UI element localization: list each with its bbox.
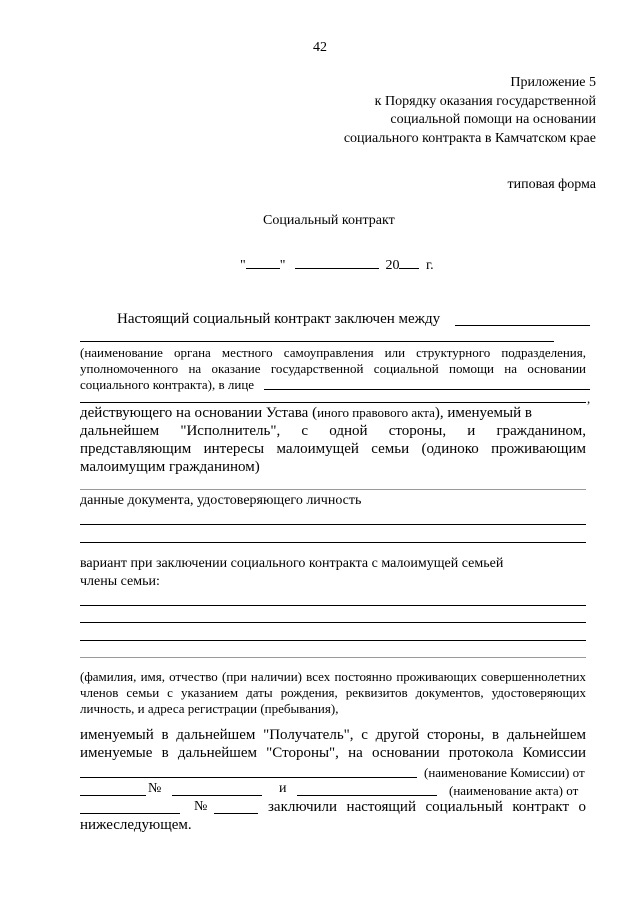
appendix-line: к Порядку оказания государственной: [374, 93, 596, 109]
acting-text: действующего на основании Устава (: [80, 405, 318, 421]
acting-small-text: иного правового акта: [317, 405, 435, 420]
members-note-line: личность, и адреса регистрации (пребывания),: [80, 701, 339, 716]
members-note-line: (фамилия, имя, отчество (при наличии) всех постоянно проживающих совершеннолетних: [80, 669, 586, 684]
family-member-blank[interactable]: [80, 657, 586, 658]
number-sign: №: [148, 781, 162, 796]
quote-mark: ": [279, 258, 286, 273]
org-blank[interactable]: [80, 341, 554, 342]
acting-line: малоимущим гражданином): [80, 459, 260, 475]
act-name-blank[interactable]: [297, 795, 437, 796]
representative-blank[interactable]: [264, 389, 590, 390]
org-note-line: уполномоченного на оказание государственной социальной помощи на основании: [80, 361, 586, 376]
id-document-label: данные документа, удостоверяющего личность: [80, 493, 362, 508]
commission-name-blank[interactable]: [80, 777, 417, 778]
org-note-line: социального контракта), в лице: [80, 377, 255, 392]
appendix-line: социального контракта в Камчатском крае: [343, 130, 596, 146]
date-line: [240, 255, 434, 274]
family-variant-line: члены семьи:: [80, 574, 160, 589]
appendix-line: Приложение 5: [510, 75, 596, 90]
acting-text: ), именуемый в: [434, 405, 532, 421]
form-type: типовая форма: [507, 177, 596, 192]
year-blank[interactable]: [399, 255, 419, 269]
number-blank[interactable]: [172, 795, 262, 796]
family-variant-line: вариант при заключении социального контракта с малоимущей семьей: [80, 556, 504, 571]
appendix-line: социальной помощи на основании: [390, 112, 596, 127]
quote-mark: ": [240, 258, 246, 273]
act-date-blank[interactable]: [80, 813, 180, 814]
commission-note: [424, 765, 585, 781]
page-number: 42: [313, 40, 327, 55]
number-sign: №: [194, 799, 208, 814]
party-blank[interactable]: [455, 325, 590, 326]
org-note-line: (наименование органа местного самоуправления или структурного подразделения,: [80, 345, 586, 360]
divider: [80, 489, 586, 490]
family-member-blank[interactable]: [80, 622, 586, 623]
acting-line: представляющим интересы малоимущей семьи (одиноко проживающим: [80, 441, 586, 457]
family-member-blank[interactable]: [80, 605, 586, 606]
day-blank[interactable]: [246, 255, 280, 269]
members-note-line: членов семьи с указанием даты рождения, реквизитов документов, удостоверяющих: [80, 685, 586, 700]
act-note: (наименование акта) от: [449, 783, 579, 798]
year-suffix: г.: [425, 258, 434, 273]
id-document-blank[interactable]: [80, 542, 586, 543]
comma: ,: [587, 391, 591, 406]
id-document-blank[interactable]: [80, 524, 586, 525]
closing-line: именуемые в дальнейшем "Стороны", на основании протокола Комиссии: [80, 745, 586, 761]
closing-line: заключили настоящий социальный контракт о: [268, 799, 586, 815]
commission-note-text: (наименование Комиссии) от: [424, 765, 585, 780]
year-prefix: 20: [385, 258, 400, 273]
and-word: и: [279, 781, 287, 796]
month-blank[interactable]: [295, 255, 379, 269]
family-member-blank[interactable]: [80, 640, 586, 641]
acting-line: [80, 405, 586, 422]
appendix-header: [344, 74, 596, 148]
document-title: Социальный контракт: [263, 213, 395, 228]
acting-line: дальнейшем "Исполнитель", с одной стороны, и гражданином,: [80, 423, 586, 439]
act-number-blank[interactable]: [214, 813, 258, 814]
closing-line: нижеследующем.: [80, 817, 192, 833]
intro-text: Настоящий социальный контракт заключен между: [117, 311, 441, 327]
representative-blank-2[interactable]: [80, 402, 586, 403]
date-blank[interactable]: [80, 795, 146, 796]
closing-line: именуемый в дальнейшем "Получатель", с другой стороны, в дальнейшем: [80, 727, 586, 743]
